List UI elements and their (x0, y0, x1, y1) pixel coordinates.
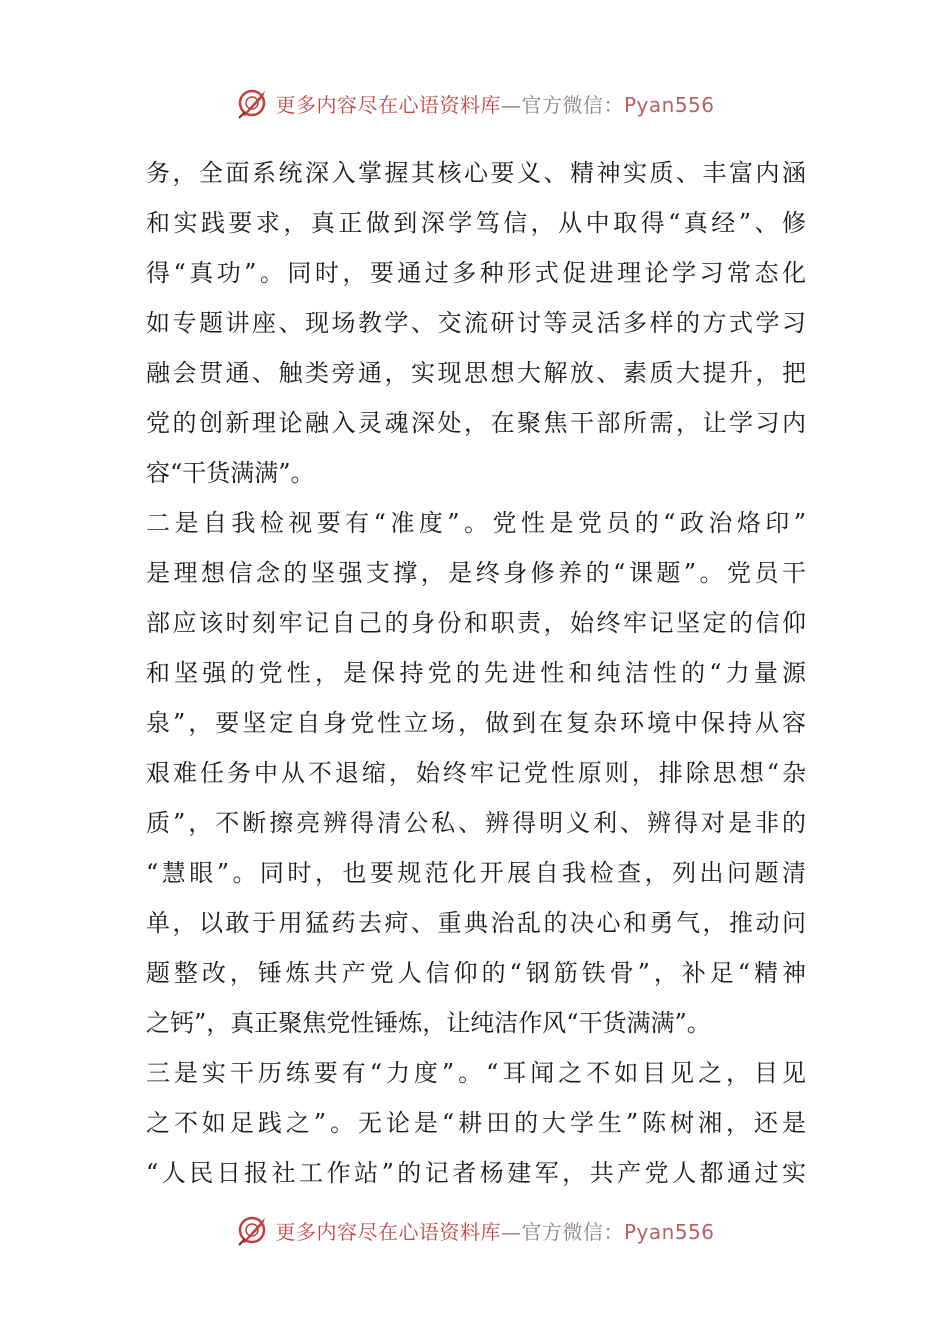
body-line: 融会贯通、触类旁通，实现思想大解放、素质大提升，把 (146, 359, 806, 387)
body-line: 泉”，要坚定自身党性立场，做到在复杂环境中保持从容 (146, 709, 806, 737)
body-line: 和实践要求，真正做到深学笃信，从中取得“真经”、修 (146, 209, 806, 237)
body-line: 之不如足践之”。无论是“耕田的大学生”陈树湘，还是 (146, 1109, 806, 1137)
footer-watermark-banner (0, 1210, 950, 1250)
body-line: 二是自我检视要有“准度”。党性是党员的“政治烙印” (146, 509, 806, 537)
footer-wechat-label: 官方微信： (521, 1219, 624, 1244)
body-line: 三是实干历练要有“力度”。“耳闻之不如目见之，目见 (146, 1059, 806, 1087)
body-line: 之钙”，真正聚焦党性锤炼，让纯洁作风“干货满满”。 (146, 1009, 711, 1037)
footer-watermark-text (275, 1216, 714, 1245)
pen-logo-icon (235, 1212, 271, 1248)
body-line: 如专题讲座、现场教学、交流研讨等灵活多样的方式学习 (146, 309, 806, 337)
body-line: 单，以敢于用猛药去疴、重典治乱的决心和勇气，推动问 (146, 909, 806, 937)
body-line: “慧眼”。同时，也要规范化开展自我检查，列出问题清 (146, 859, 806, 887)
header-wechat-label: 官方微信： (521, 92, 624, 117)
body-line: “人民日报社工作站”的记者杨建军，共产党人都通过实 (146, 1159, 806, 1187)
header-watermark-banner (0, 83, 950, 123)
footer-brand: 更多内容尽在心语资料库 (275, 1219, 501, 1244)
body-line: 党的创新理论融入灵魂深处，在聚焦干部所需，让学习内 (146, 409, 806, 437)
footer-wechat-id: Pyan556 (623, 1219, 715, 1244)
header-brand: 更多内容尽在心语资料库 (275, 92, 501, 117)
body-line: 艰难任务中从不退缩，始终牢记党性原则，排除思想“杂 (146, 759, 806, 787)
body-line: 容“干货满满”。 (146, 459, 315, 487)
document-body (146, 148, 806, 1198)
body-line: 部应该时刻牢记自己的身份和职责，始终牢记坚定的信仰 (146, 609, 806, 637)
body-line: 和坚强的党性，是保持党的先进性和纯洁性的“力量源 (146, 659, 806, 687)
body-line: 是理想信念的坚强支撑，是终身修养的“课题”。党员干 (146, 559, 806, 587)
header-dash: — (500, 92, 522, 117)
footer-dash: — (500, 1219, 522, 1244)
body-line: 务，全面系统深入掌握其核心要义、精神实质、丰富内涵 (146, 159, 806, 187)
header-wechat-id: Pyan556 (623, 92, 715, 117)
body-line: 质”，不断擦亮辨得清公私、辨得明义利、辨得对是非的 (146, 809, 806, 837)
header-watermark-text (275, 89, 714, 118)
body-line: 得“真功”。同时，要通过多种形式促进理论学习常态化 (146, 259, 806, 287)
body-line: 题整改，锤炼共产党人信仰的“钢筋铁骨”，补足“精神 (146, 959, 806, 987)
pen-logo-icon (235, 85, 271, 121)
